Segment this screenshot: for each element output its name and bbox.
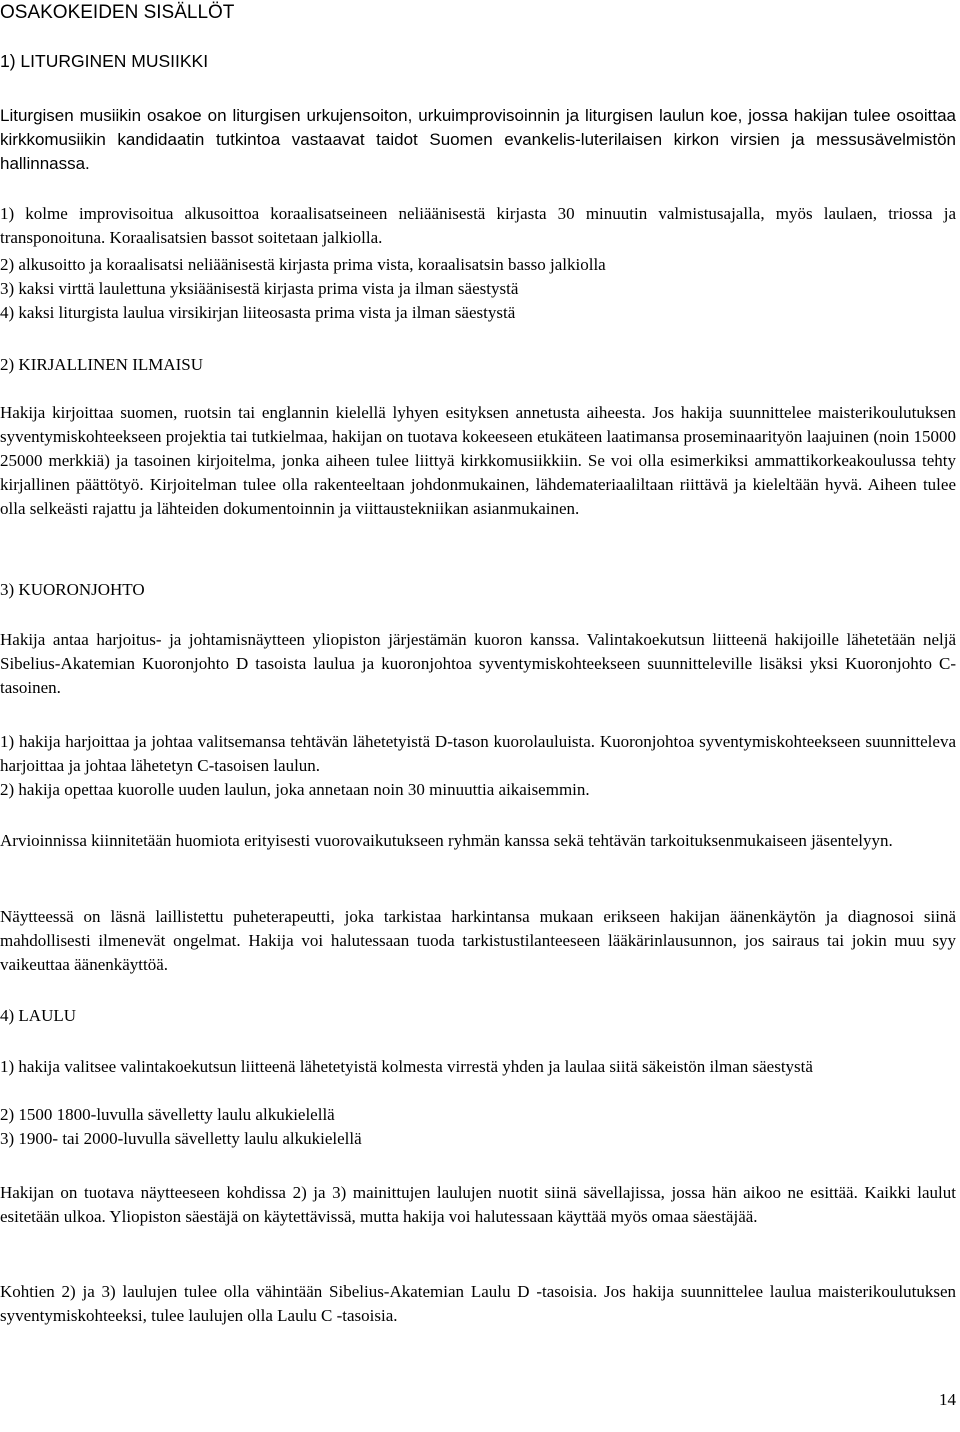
kuoronjohto-item-1: 1) hakija harjoittaa ja johtaa valitsemansa tehtävän lähetetyistä D-tason kuorolauluista. Kuoronjohtoa syventymiskohteekseen suunnitteleva harjoittaa ja johtaa lähetetyn C-tasoisen laulun. (0, 732, 956, 775)
kirjallinen-body: Hakija kirjoittaa suomen, ruotsin tai englannin kielellä lyhyen esityksen annetusta aiheesta. Jos hakija suunnittelee maisterikoulutuksen syventymiskohteekseen projektia tai tutkielmaa, hakijan on tuotava kokeeseen etukäteen laatimansa proseminaarityön laajuinen (noin 15000 25000 merkkiä) ja tasoinen kirjoitelma, jonka aiheen tulee liittyä kirkkomusiikkiin. Se voi olla esimerkiksi ammattikorkeakoulussa tehty kirjallinen päättötyö. Kirjoitelman tulee olla rakenteeltaan johdonmukainen, lähdemateriaaliltaan riittävä ja kieleltään hyvä. Aiheen tulee olla selkeästi rajattu ja lähteiden dokumentoinnin ja viittaustekniikan asianmukainen. (0, 403, 956, 518)
section-heading-laulu: 4) LAULU (0, 1006, 77, 1025)
laulu-notes: Hakijan on tuotava näytteeseen kohdissa 2) ja 3) mainittujen laulujen nuotit siinä sävellajissa, jossa hän aikoo ne esittää. Kaikki laulut esitetään ulkoa. Yliopiston säestäjä on käytettävissä, mutta hakija voi halutessaan käyttää myös omaa säestäjää. (0, 1183, 956, 1226)
section-heading-kuoronjohto: 3) KUORONJOHTO (0, 580, 145, 599)
liturginen-item-3: 3) kaksi virttä laulettuna yksiäänisestä kirjasta prima vista ja ilman säestystä (0, 279, 519, 298)
page-number: 14 (939, 1390, 956, 1409)
laulu-level: Kohtien 2) ja 3) laulujen tulee olla vähintään Sibelius-Akatemian Laulu D -tasoisia. Jos hakija suunnittelee laulua maisterikoulutuksen syventymiskohteeksi, tulee laulujen olla Laulu C -tasoisia. (0, 1282, 956, 1325)
kuoronjohto-assessment: Arvioinnissa kiinnitetään huomiota erityisesti vuorovaikutukseen ryhmän kanssa sekä tehtävän tarkoituksenmukaiseen jäsentelyyn. (0, 831, 893, 850)
section-heading-liturginen: 1) LITURGINEN MUSIIKKI (0, 51, 209, 71)
kuoronjohto-item-2: 2) hakija opettaa kuorolle uuden laulun, joka annetaan noin 30 minuuttia aikaisemmin. (0, 780, 590, 799)
liturginen-intro: Liturgisen musiikin osakoe on liturgisen urkujensoiton, urkuimprovisoinnin ja liturgisen laulun koe, jossa hakijan tulee osoittaa kirkkomusiikin kandidaatin tutkintoa vastaavat taidot Suomen evankelis-luterilaisen kirkon virsien ja messusävelmistön hallinnassa. (0, 106, 956, 173)
section-heading-kirjallinen: 2) KIRJALLINEN ILMAISU (0, 355, 204, 374)
liturginen-item-1: 1) kolme improvisoitua alkusoittoa koraalisatseineen neliäänisestä kirjasta 30 minuutin valmistusajalla, myös laulaen, triossa ja transponoituna. Koraalisatsien bassot soitetaan jalkiolla. (0, 204, 956, 247)
liturginen-item-4: 4) kaksi liturgista laulua virsikirjan liiteosasta prima vista ja ilman säestystä (0, 303, 516, 322)
liturginen-item-2: 2) alkusoitto ja koraalisatsi neliäänisestä kirjasta prima vista, koraalisatsin basso jalkiolla (0, 255, 606, 274)
page-title: OSAKOKEIDEN SISÄLLÖT (0, 2, 235, 23)
kuoronjohto-intro: Hakija antaa harjoitus- ja johtamisnäytteen yliopiston järjestämän kuoron kanssa. Valintakoekutsun liitteenä hakijoille lähetetään neljä Sibelius-Akatemian Kuoronjohto D tasoista laulua ja kuoronjohtoa syventymiskohteekseen suunnitteleville lisäksi yksi Kuoronjohto C-tasoinen. (0, 630, 956, 697)
laulu-item-3: 3) 1900- tai 2000-luvulla sävelletty laulu alkukielellä (0, 1129, 362, 1148)
kuoronjohto-therapist: Näytteessä on läsnä laillistettu puheterapeutti, joka tarkistaa harkintansa mukaan erikseen hakijan äänenkäytön ja diagnosoi siinä mahdollisesti ilmenevät ongelmat. Hakija voi halutessaan tuoda tarkistustilanteeseen lääkärinlausunnon, jos sairaus tai jokin muu syy vaikeuttaa äänenkäyttöä. (0, 907, 956, 974)
laulu-item-2: 2) 1500 1800-luvulla sävelletty laulu alkukielellä (0, 1105, 335, 1124)
laulu-item-1: 1) hakija valitsee valintakoekutsun liitteenä lähetetyistä kolmesta virrestä yhden ja laulaa siitä säkeistön ilman säestystä (0, 1057, 813, 1076)
